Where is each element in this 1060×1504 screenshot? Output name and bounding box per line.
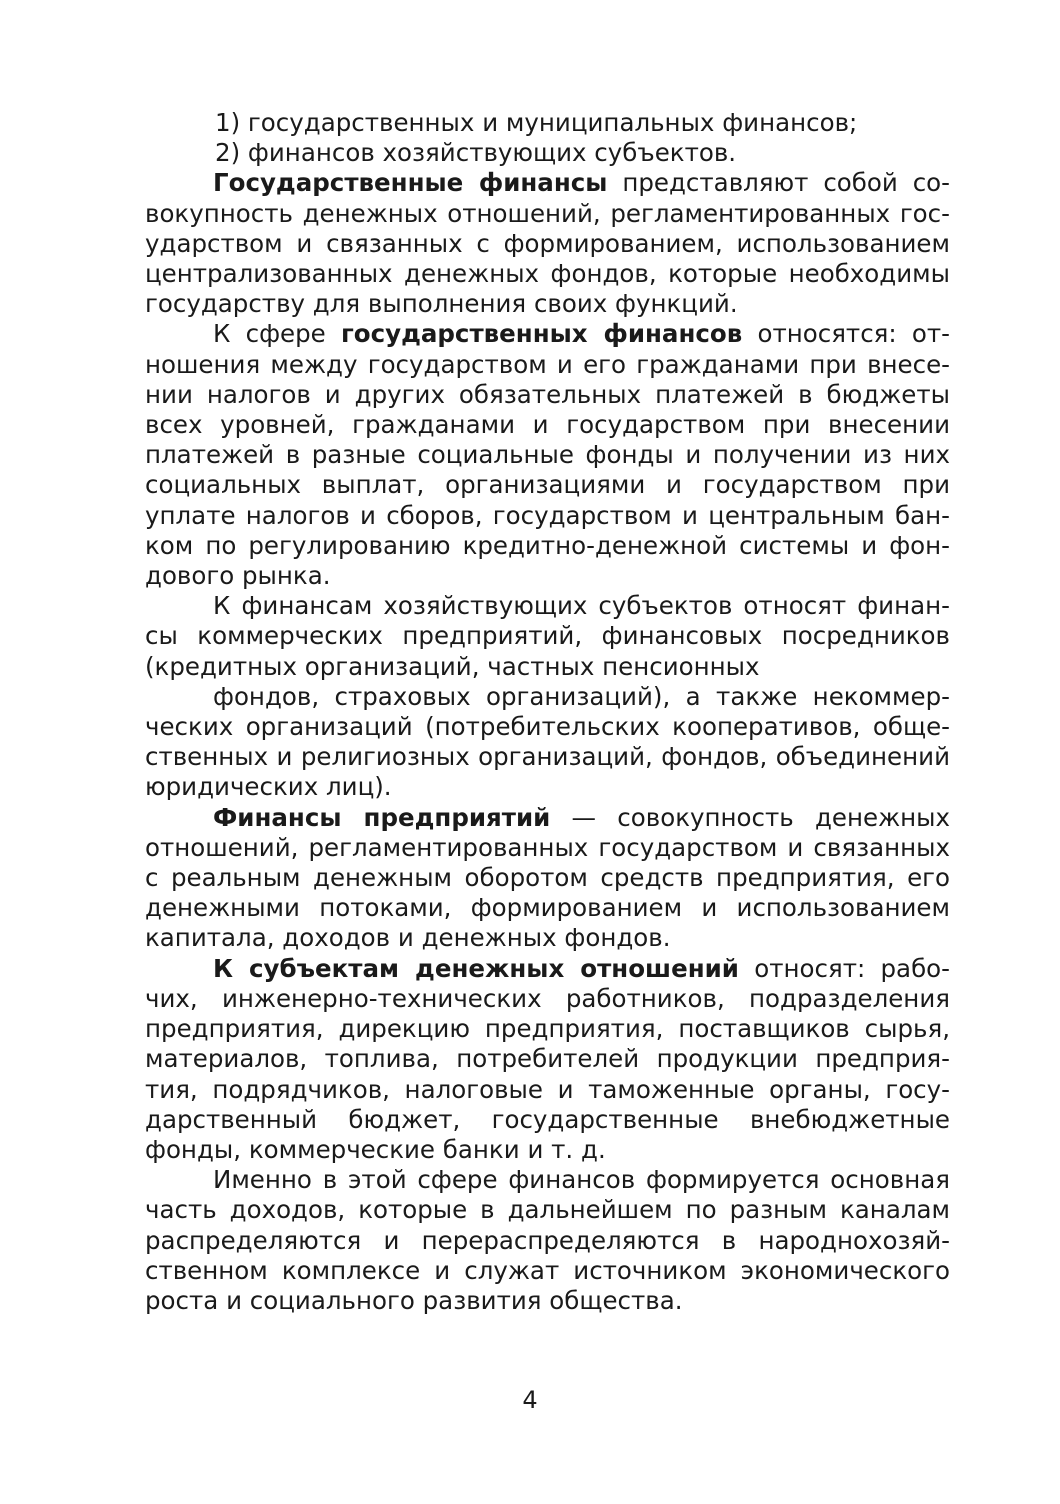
paragraph-income-sphere: Именно в этой сфере финансов формируется основная часть доходов, которые в дальнейшем по разным каналам распределяются и перераспределяются в народнохозяйственном комплексе и служат источником экономического роста и социального развития общества. (145, 1165, 950, 1315)
list-item: 1) государственных и муниципальных финансов; (215, 108, 858, 137)
term-state-finance-genitive: государственных финансов (340, 319, 743, 349)
page-body (145, 108, 950, 1316)
paragraph-text: — совокупность денежных отношений, регламентированных государством и связанных с реальным денежным оборотом средств предприятия, его денежными потоками, формированием и использованием капитала, доходов и денежных фондов. (145, 802, 950, 953)
term-state-finance: Государственные финансы (213, 168, 608, 198)
paragraph-monetary-subjects (145, 954, 950, 1165)
paragraph-text: относят: рабочих, инженерно-технических работников, подразделения предприятия, дирекцию предприятия, поставщиков сырья, материалов, топлива, потребителей продукции предприятия, подрядчиков, налоговые и таможенные органы, государственный бюджет, государственные внебюджетные фонды, коммерческие банки и т. д. (145, 953, 951, 1164)
paragraph-lead: К сфере (213, 319, 341, 349)
paragraph-business-finance: К финансам хозяйствующих субъектов относят финансы коммерческих предприятий, финансовых посредников (кредитных организаций, частных пенсионных (145, 591, 950, 681)
list-item: 2) финансов хозяйствующих субъектов. (215, 138, 737, 168)
paragraph-enterprise-finance (145, 803, 950, 954)
term-enterprise-finance: Финансы предприятий (213, 802, 551, 832)
paragraph-text: представляют собой совокупность денежных отношений, регламентированных государством и связанных с формированием, использованием централизованных денежных фондов, которые необходимы государству для выполнения своих функций. (145, 168, 950, 319)
paragraph-business-finance-continued: фондов, страховых организаций), а также некоммерческих организаций (потребительских кооперативов, общественных и религиозных организаций, фондов, объединений юридических лиц). (145, 681, 950, 802)
paragraph-text: относятся: отношения между государством и его гражданами при внесении налогов и других обязательных платежей в бюджеты всех уровней, гражданами и государством при внесении платежей в разные социальные фонды и получении из них социальных выплат, организациями и государством при уплате налогов и сборов, государством и центральным банком по регулированию кредитно-денежной системы и фондового рынка. (145, 319, 950, 591)
paragraph-state-finance-sphere (145, 319, 950, 591)
page-number: 4 (522, 1386, 538, 1414)
paragraph-state-finance (145, 168, 950, 319)
term-monetary-subjects: К субъектам денежных отношений (213, 953, 739, 983)
